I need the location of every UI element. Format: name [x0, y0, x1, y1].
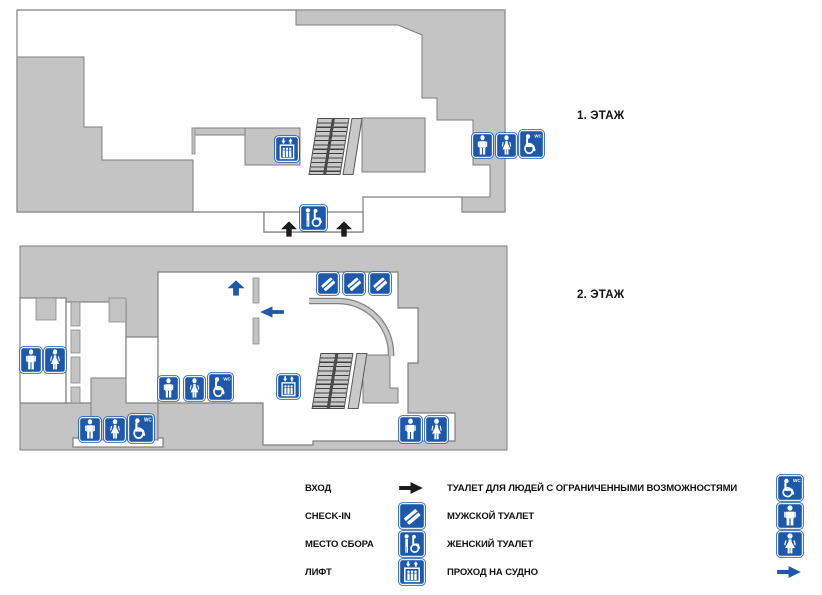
men-toilet-icon [79, 417, 101, 442]
accessible-toilet-icon [208, 373, 233, 401]
legend-row [305, 474, 425, 502]
legend-icon-box [777, 531, 803, 557]
legend-icon-box [777, 503, 803, 529]
boarding-arrow-icon [775, 563, 803, 582]
legend-row [447, 558, 803, 586]
men-toilet-icon [472, 133, 493, 158]
men-toilet-icon [158, 376, 179, 401]
men-toilet-icon [777, 503, 803, 529]
floor-2-door-wall [71, 302, 80, 403]
check-in-icon [369, 272, 391, 295]
floor-1-label: 1. ЭТАЖ [577, 110, 625, 122]
legend-icon-box [399, 503, 425, 529]
men-toilet-icon [399, 416, 422, 443]
direction-up-arrow-icon [227, 274, 245, 302]
floor-1-plan [17, 10, 505, 232]
direction-left-arrow-icon [258, 303, 286, 321]
women-toilet-icon [44, 347, 66, 373]
floor-1-block-center [362, 118, 425, 172]
floor-2-label: 2. ЭТАЖ [577, 289, 625, 301]
legend-label: CHECK-IN [305, 510, 351, 522]
entrance-arrow-icon [397, 479, 425, 498]
accessible-toilet-icon [519, 130, 544, 158]
assembly-point-icon [399, 531, 425, 557]
legend-left-column [305, 474, 425, 586]
legend-icon-box [399, 531, 425, 557]
legend-label: ТУАЛЕТ ДЛЯ ЛЮДЕЙ С ОГРАНИЧЕННЫМИ ВОЗМОЖНОСТЯМИ [447, 482, 738, 494]
women-toilet-icon [777, 531, 803, 557]
check-in-icon [343, 272, 365, 295]
legend-label: ВХОД [305, 482, 332, 494]
women-toilet-icon [425, 416, 448, 443]
entrance-arrow-icon [280, 216, 298, 242]
legend-right-column [447, 474, 803, 586]
legend-label: ПРОХОД НА СУДНО [447, 566, 538, 578]
entrance-arrow-icon [335, 216, 353, 242]
accessible-toilet-icon [777, 475, 803, 501]
legend-icon-box [397, 479, 425, 498]
assembly-point-icon [300, 205, 327, 231]
check-in-icon [317, 272, 339, 295]
floor-2-wall-tooth [36, 298, 56, 320]
legend-row [305, 502, 425, 530]
floor-2-wall-tooth [109, 298, 126, 322]
legend-label: МУЖСКОЙ ТУАЛЕТ [447, 510, 535, 522]
legend-row [305, 530, 425, 558]
elevator-icon [399, 559, 425, 585]
women-toilet-icon [184, 376, 205, 401]
elevator-icon [277, 374, 300, 399]
legend-label: МЕСТО СБОРА [305, 538, 374, 550]
legend-row [447, 474, 803, 502]
legend-row [305, 558, 425, 586]
accessible-toilet-icon [128, 414, 154, 443]
women-toilet-icon [496, 133, 517, 158]
women-toilet-icon [104, 417, 126, 442]
men-toilet-icon [20, 347, 42, 373]
legend-icon-box [775, 563, 803, 582]
legend-row [447, 530, 803, 558]
legend-label: ЖЕНСКИЙ ТУАЛЕТ [447, 538, 534, 550]
check-in-icon [399, 503, 425, 529]
legend-row [447, 502, 803, 530]
legend-label: ЛИФТ [305, 566, 332, 578]
elevator-icon [275, 136, 299, 162]
legend-icon-box [399, 559, 425, 585]
floor-2-connector [126, 337, 158, 403]
legend-icon-box [777, 475, 803, 501]
